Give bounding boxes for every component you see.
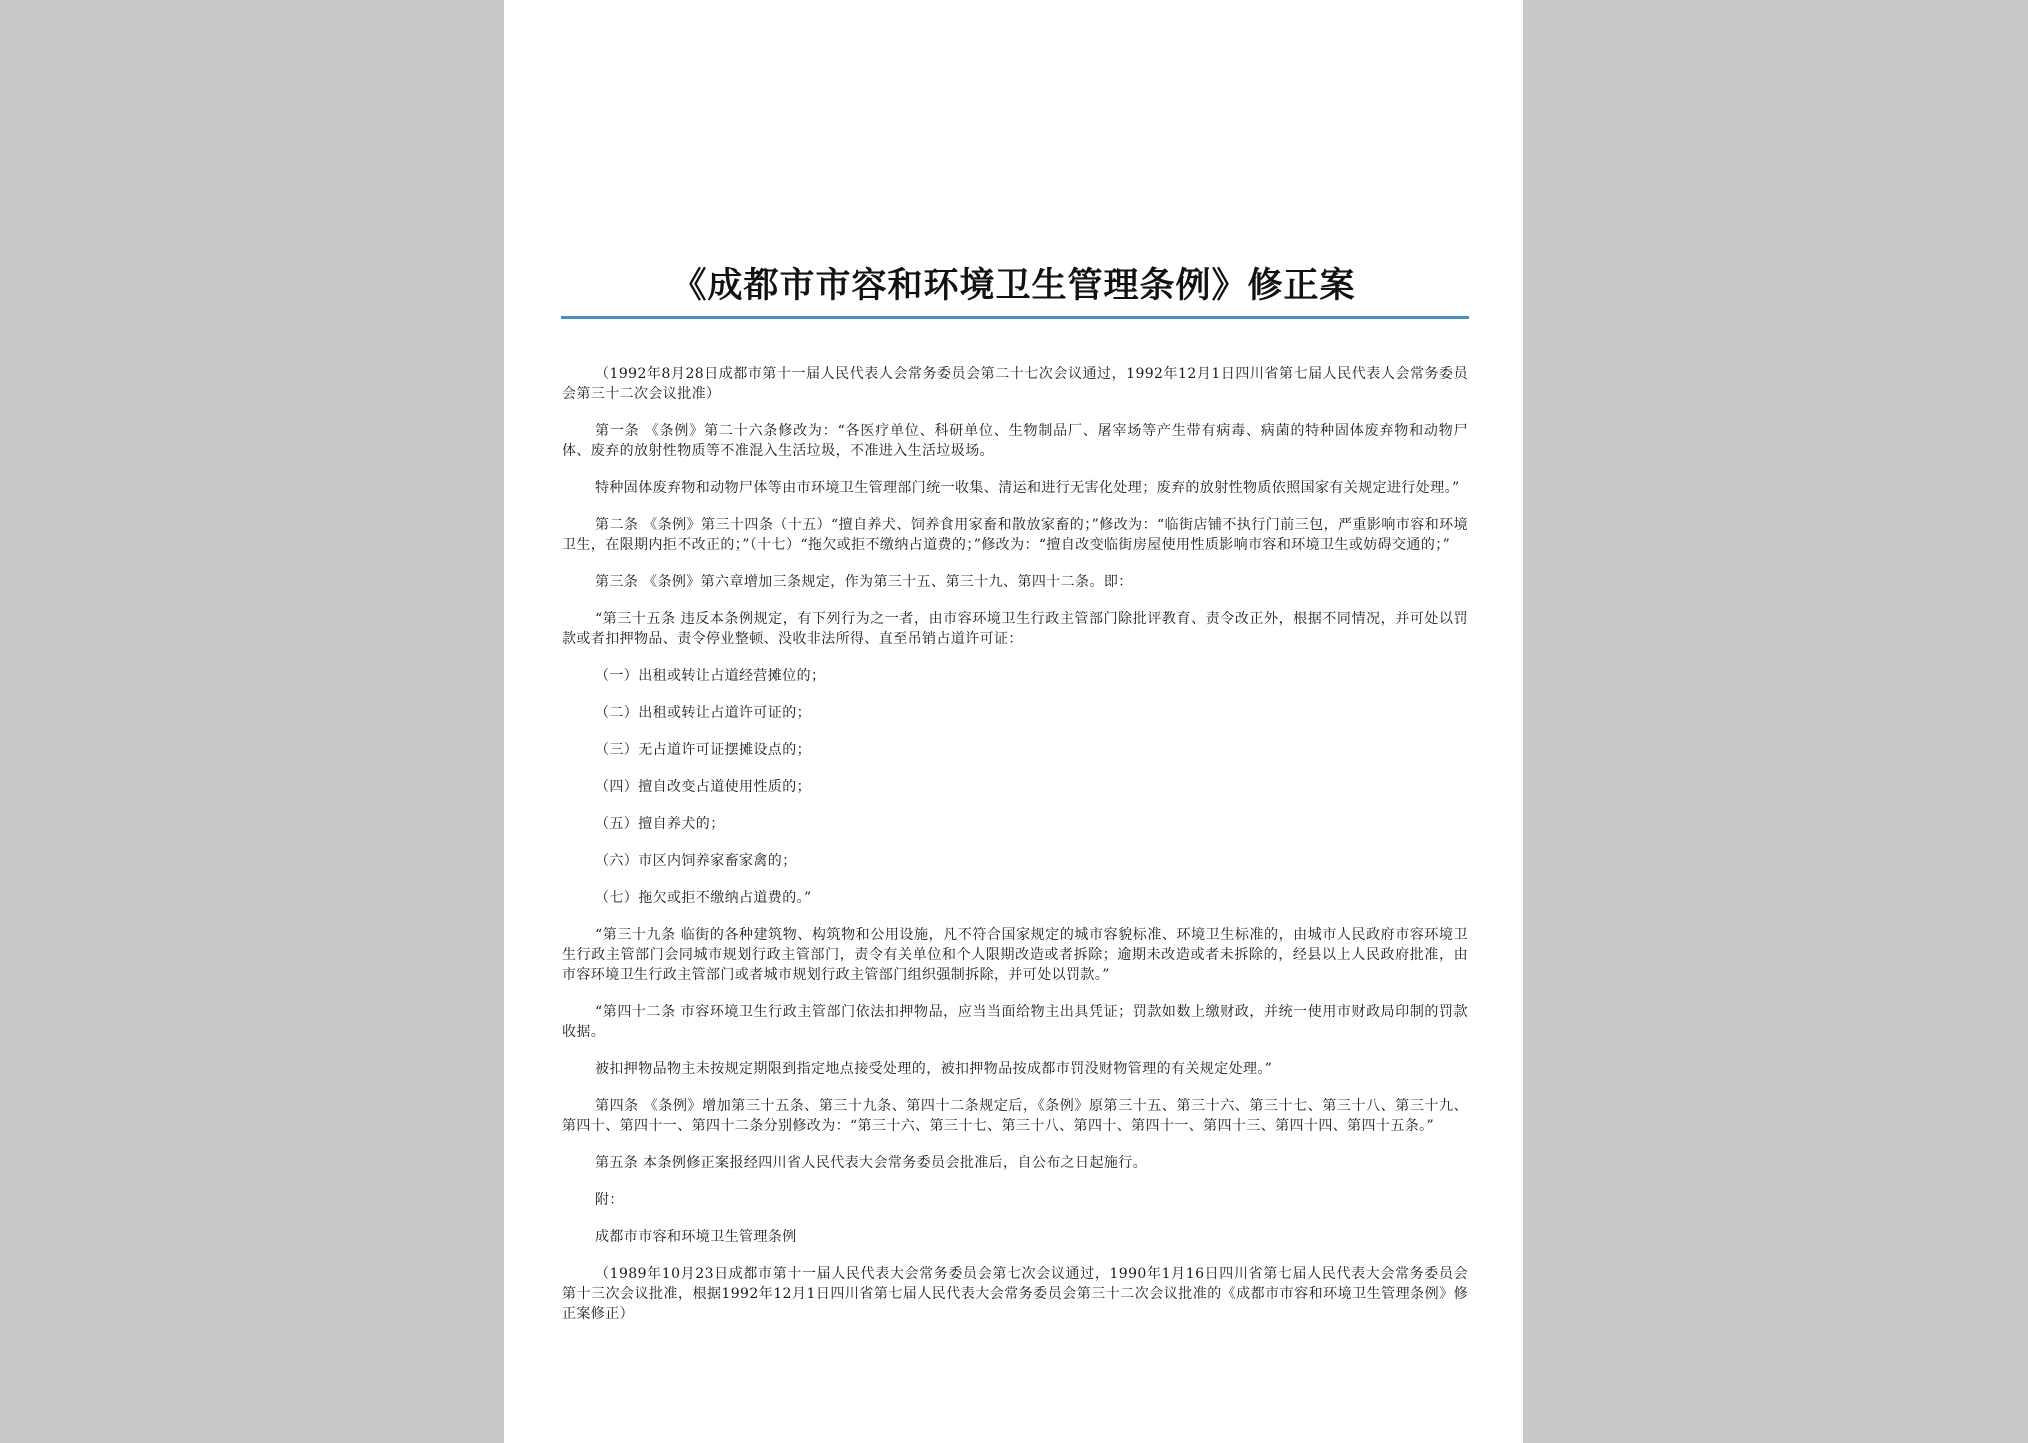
preamble-paragraph: （1992年8月28日成都市第十一届人民代表人会常务委员会第二十七次会议通过，1992年12月1日四川省第七届人民代表人会常务委员会第三十二次会议批准）	[562, 366, 1468, 402]
article-1-paragraph: 第一条 《条例》第二十六条修改为：“各医疗单位、科研单位、生物制品厂、屠宰场等产生带有病毒、病菌的特种固体废弃物和动物尸体、废弃的放射性物质等不准混入生活垃圾，不准进入生活垃圾场。	[562, 423, 1468, 459]
article-35-paragraph: “第三十五条 违反本条例规定，有下列行为之一者，由市容环境卫生行政主管部门除批评教育、责令改正外，根据不同情况，并可处以罚款或者扣押物品、责令停业整顿、没收非法所得、直至吊销占道许可证：	[562, 611, 1468, 647]
list-item: （二）出租或转让占道许可证的；	[595, 705, 811, 721]
title-underline	[561, 316, 1469, 319]
article-39-paragraph: “第三十九条 临街的各种建筑物、构筑物和公用设施，凡不符合国家规定的城市容貌标准、环境卫生标准的，由城市人民政府市容环境卫生行政主管部门会同城市规划行政主管部门，责令有关单位和个人限期改造或者拆除；逾期未改造或者未拆除的，经县以上人民政府批准，由市容环境卫生行政主管部门或者城市规划行政主管部门组织强制拆除，并可处以罚款。”	[562, 927, 1468, 983]
article-42-paragraph: “第四十二条 市容环境卫生行政主管部门依法扣押物品，应当当面给物主出具凭证；罚款如数上缴财政，并统一使用市财政局印制的罚款收据。	[562, 1004, 1468, 1040]
article-3-paragraph: 第三条 《条例》第六章增加三条规定，作为第三十五、第三十九、第四十二条。即：	[595, 574, 1133, 590]
list-item: （四）擅自改变占道使用性质的；	[595, 779, 811, 795]
list-item: （一）出租或转让占道经营摊位的；	[595, 668, 826, 684]
article-5-paragraph: 第五条 本条例修正案报经四川省人民代表大会常务委员会批准后，自公布之日起施行。	[595, 1155, 1148, 1171]
appendix-title: 成都市市容和环境卫生管理条例	[595, 1229, 797, 1245]
article-4-paragraph: 第四条 《条例》增加第三十五条、第三十九条、第四十二条规定后，《条例》原第三十五、第三十六、第三十七、第三十八、第三十九、第四十、第四十一、第四十二条分别修改为：“第三十六、第三十七、第三十八、第四十、第四十一、第四十三、第四十四、第四十五条。”	[562, 1098, 1468, 1134]
list-item: （七）拖欠或拒不缴纳占道费的。”	[595, 890, 812, 906]
document-title: 《成都市市容和环境卫生管理条例》修正案	[671, 266, 1356, 306]
document-body	[562, 364, 1468, 1341]
article-42-continuation: 被扣押物品物主未按规定期限到指定地点接受处理的，被扣押物品按成都市罚没财物管理的有关规定处理。”	[595, 1061, 1273, 1077]
list-item: （五）擅自养犬的；	[595, 816, 725, 832]
appendix-label: 附：	[595, 1192, 624, 1208]
list-item: （六）市区内饲养家畜家禽的；	[595, 853, 797, 869]
article-1-continuation: 特种固体废弃物和动物尸体等由市环境卫生管理部门统一收集、清运和进行无害化处理；废弃的放射性物质依照国家有关规定进行处理。”	[595, 480, 1460, 496]
appendix-preamble: （1989年10月23日成都市第十一届人民代表大会常务委员会第七次会议通过，1990年1月16日四川省第七届人民代表大会常务委员会第十三次会议批准，根据1992年12月1日四川省第七届人民代表大会常务委员会第三十二次会议批准的《成都市市容和环境卫生管理条例》修正案修正）	[562, 1266, 1468, 1322]
article-2-paragraph: 第二条 《条例》第三十四条（十五）“擅自养犬、饲养食用家畜和散放家畜的；”修改为：“临街店铺不执行门前三包，严重影响市容和环境卫生，在限期内拒不改正的；”（十七）“拖欠或拒不缴纳占道费的；”修改为：“擅自改变临街房屋使用性质影响市容和环境卫生或妨碍交通的；”	[562, 517, 1468, 553]
document-page	[504, 0, 1523, 1443]
list-item: （三）无占道许可证摆摊设点的；	[595, 742, 811, 758]
